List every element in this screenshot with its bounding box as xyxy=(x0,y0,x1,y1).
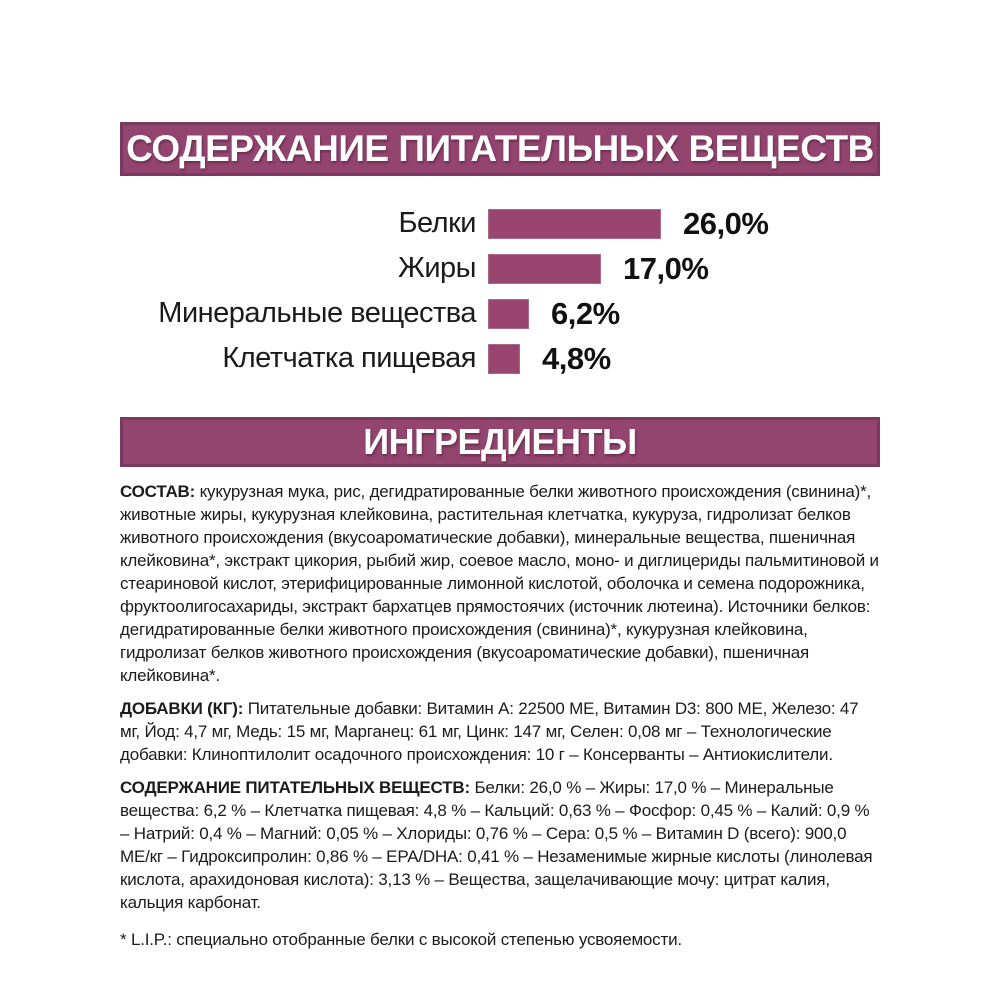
chart-value-label: 6,2% xyxy=(551,295,620,331)
composition-text: кукурузная мука, рис, дегидратированные белки животного происхождения (свинина)*, животные жиры, кукурузная клейковина, растительная клетчатка, кукуруза, гидролизат белков животного происхождения (вкусоароматические добавки), минеральные вещества, пшеничная клейковина*, экстракт цикория, рыбий жир, соевое масло, моно- и диглицериды пальмитиновой и стеариновой кислот, этерифицированные лимонной кислотой, оболочка и семена подорожника, фруктоолигосахариды, экстракт бархатцев прямостоячих (источник лютеина). Источники белков: дегидратированные белки животного происхождения (свинина)*, кукурузная клейковина, гидролизат белков животного происхождения (вкусоароматические добавки), пшеничная клейковина*. xyxy=(120,482,879,685)
text-sections xyxy=(120,480,880,914)
chart-row-minerals xyxy=(120,291,880,336)
chart-category-label: Минеральные вещества xyxy=(158,297,476,329)
chart-category-label: Жиры xyxy=(398,252,476,284)
nutrient-content-text: Белки: 26,0 % – Жиры: 17,0 % – Минеральные вещества: 6,2 % – Клетчатка пищевая: 4,8 % – Кальций: 0,63 % – Фосфор: 0,45 % – Калий: 0,9 % – Натрий: 0,4 % – Магний: 0,05 % – Хлориды: 0,76 % – Сера: 0,5 % – Витамин D (всего): 900,0 МЕ/кг – Гидроксипролин: 0,86 % – EPA/DHA: 0,41 % – Незаменимые жирные кислоты (линолевая кислота, арахидоновая кислота): 3,13 % – Вещества, защелачивающие мочу: цитрат калия, кальция карбонат. xyxy=(120,778,873,912)
chart-bar-area xyxy=(488,341,611,377)
additives-paragraph xyxy=(120,697,880,766)
label-content xyxy=(120,122,880,951)
chart-bar-area xyxy=(488,296,620,332)
chart-bar xyxy=(488,344,520,374)
composition-paragraph xyxy=(120,480,880,687)
nutrient-content-banner: СОДЕРЖАНИЕ ПИТАТЕЛЬНЫХ ВЕЩЕСТВ xyxy=(120,122,880,176)
chart-bar-area xyxy=(488,206,768,242)
lip-footnote: * L.I.P.: специально отобранные белки с высокой степенью усвояемости. xyxy=(120,930,682,949)
nutrient-content-paragraph xyxy=(120,776,880,914)
nutrient-bar-chart xyxy=(120,201,880,381)
additives-label: ДОБАВКИ (КГ): xyxy=(120,699,244,718)
ingredients-banner: ИНГРЕДИЕНТЫ xyxy=(120,417,880,467)
chart-row-fats xyxy=(120,246,880,291)
chart-bar xyxy=(488,254,601,284)
chart-category-label: Белки xyxy=(398,207,476,239)
chart-category-label: Клетчатка пищевая xyxy=(222,342,476,374)
chart-bar xyxy=(488,209,661,239)
chart-row-fiber xyxy=(120,336,880,381)
chart-value-label: 26,0% xyxy=(683,205,769,241)
additives-text: Питательные добавки: Витамин A: 22500 МЕ, Витамин D3: 800 МЕ, Железо: 47 мг, Йод: 4,7 мг, Медь: 15 мг, Марганец: 61 мг, Цинк: 147 мг, Селен: 0,08 мг – Технологические добавки: Клиноптилолит осадочного происхождения: 10 г – Консерванты – Антиокислители. xyxy=(120,699,859,764)
chart-value-label: 17,0% xyxy=(623,250,709,286)
composition-label: СОСТАВ: xyxy=(120,482,196,501)
nutrient-content-label: СОДЕРЖАНИЕ ПИТАТЕЛЬНЫХ ВЕЩЕСТВ: xyxy=(120,778,470,797)
chart-value-label: 4,8% xyxy=(542,340,611,376)
chart-row-proteins xyxy=(120,201,880,246)
chart-bar-area xyxy=(488,251,708,287)
chart-bar xyxy=(488,299,529,329)
